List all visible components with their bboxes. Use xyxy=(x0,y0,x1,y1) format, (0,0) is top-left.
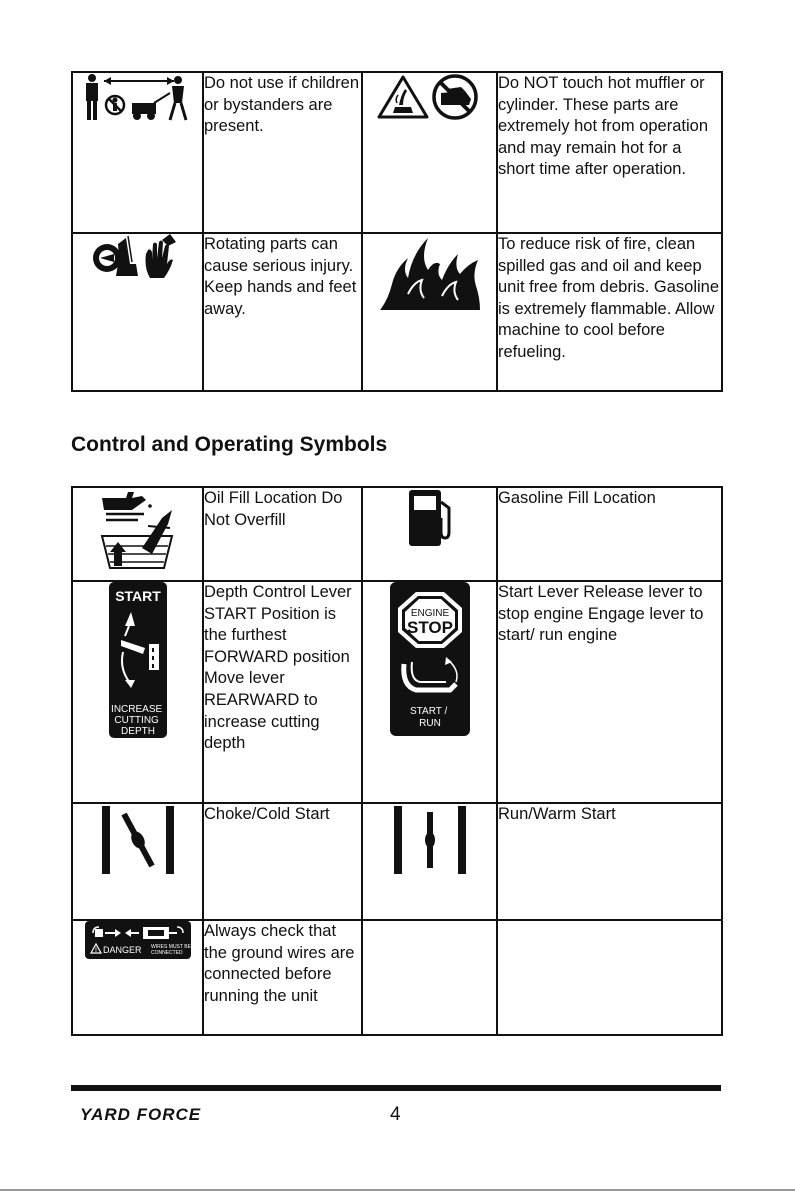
ground-wire-danger-decal-icon xyxy=(85,921,191,959)
depth-control-decal-icon xyxy=(109,582,167,738)
start-lever-decal-icon xyxy=(390,582,470,736)
rotating-parts-warning-text: Rotating parts can cause serious injury. Keep hands and feet away. xyxy=(203,233,362,391)
start-lever-decal-cell xyxy=(362,581,497,803)
gas-fill-pictogram-cell xyxy=(362,487,497,581)
hot-surface-icon xyxy=(377,73,483,121)
run-warm-start-text: Run/Warm Start xyxy=(497,803,722,920)
ground-wires-text-content: Always check that the ground wires are connected before running the unit xyxy=(204,922,355,1005)
ground-wire-decal-cell xyxy=(72,920,203,1035)
table-row xyxy=(72,803,722,920)
choke-text: Choke/Cold Start xyxy=(203,803,362,920)
start-lever-text: Start Lever Release lever to stop engine Engage lever to start/ run engine xyxy=(497,581,722,803)
choke-closed-icon xyxy=(102,804,174,876)
decal-danger-label: DANGER xyxy=(102,945,142,955)
choke-open-icon xyxy=(394,804,466,876)
rotating-blade-hazard-icon xyxy=(90,234,186,280)
decal-wires-must-be-label: WIRES MUST BE xyxy=(150,944,191,950)
bystanders-warning-text: Do not use if children or bystanders are present. xyxy=(203,72,362,233)
decal-start-run-label: START / RUN xyxy=(409,706,447,729)
oil-fill-pictogram-cell xyxy=(72,487,203,581)
table-row xyxy=(72,581,722,803)
oil-fill-text: Oil Fill Location Do Not Overfill xyxy=(203,487,362,581)
table-row xyxy=(72,487,722,581)
decal-engine-label: ENGINE xyxy=(410,608,449,619)
hot-muffler-warning-text: Do NOT touch hot muffler or cylinder. These parts are extremely hot from operation and may remain hot for a short time after operation. xyxy=(497,72,722,233)
decal-stop-label: STOP xyxy=(406,618,453,637)
choke-pictogram-cell xyxy=(72,803,203,920)
bystanders-pictogram-cell xyxy=(72,72,203,233)
decal-start-label: START xyxy=(114,588,161,604)
section-heading: Control and Operating Symbols xyxy=(71,433,388,456)
oil-can-icon xyxy=(98,488,178,574)
run-pictogram-cell xyxy=(362,803,497,920)
fire-pictogram-cell xyxy=(362,233,497,391)
fire-flame-icon xyxy=(378,234,482,312)
empty-cell xyxy=(362,920,497,1035)
gasoline-fill-text: Gasoline Fill Location xyxy=(497,487,722,581)
decal-increase-depth-label: INCREASE CUTTING DEPTH xyxy=(110,704,162,737)
fuel-pump-icon xyxy=(405,488,455,548)
svg-text:!: ! xyxy=(94,948,97,954)
table-row xyxy=(72,233,722,391)
footer-rule xyxy=(71,1085,721,1091)
page-number: 4 xyxy=(390,1104,401,1125)
rotating-parts-pictogram-cell xyxy=(72,233,203,391)
keep-bystanders-away-icon xyxy=(82,73,194,123)
safety-symbols-table xyxy=(71,71,723,392)
hot-surface-pictogram-cell xyxy=(362,72,497,233)
empty-cell xyxy=(497,920,722,1035)
table-row xyxy=(72,920,722,1035)
decal-connected-label: CONNECTED xyxy=(150,950,183,956)
fire-warning-text: To reduce risk of fire, clean spilled gas and oil and keep unit free from debris. Gasoline is extremely flammable. Allow machine to cool before refueling. xyxy=(497,233,722,391)
depth-control-text: Depth Control Lever START Position is the furthest FORWARD position Move lever REARWARD to increase cutting depth xyxy=(203,581,362,803)
brand-logo: YARD FORCE xyxy=(80,1105,202,1124)
ground-wires-text xyxy=(203,920,362,1035)
depth-control-decal-cell xyxy=(72,581,203,803)
control-symbols-table xyxy=(71,486,723,1036)
page-edge-line xyxy=(0,1189,795,1191)
table-row xyxy=(72,72,722,233)
